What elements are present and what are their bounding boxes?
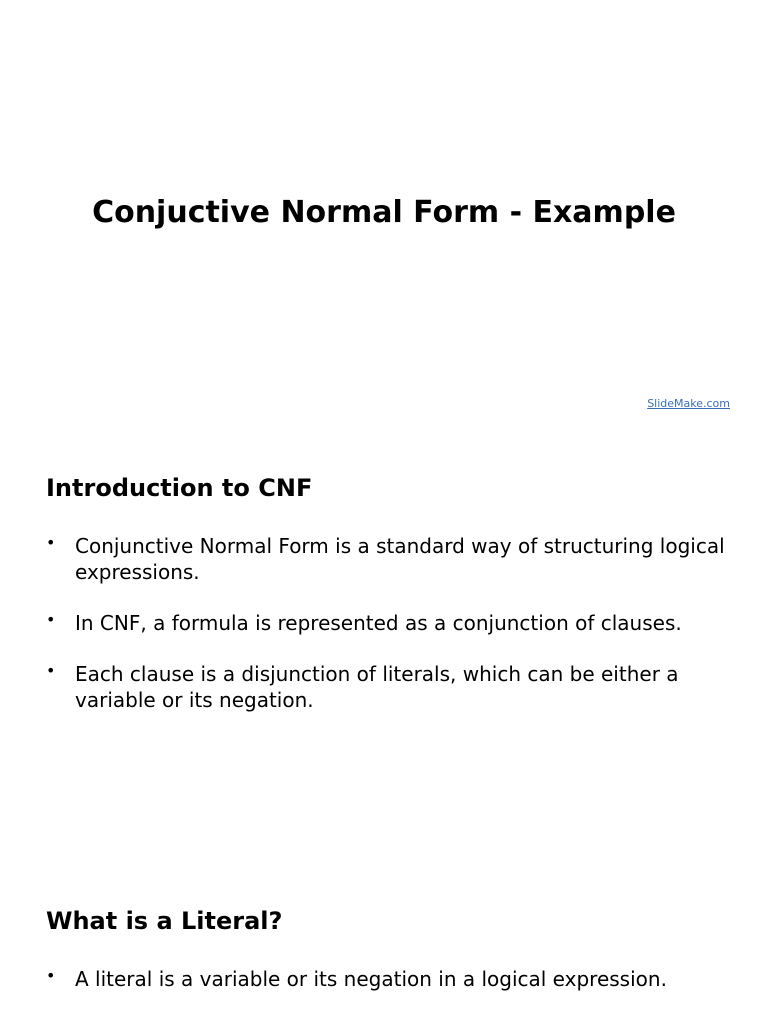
bullet-text: Conjunctive Normal Form is a standard way of structuring logical expressions.	[75, 534, 725, 584]
intro-bullet-list	[46, 533, 736, 738]
list-item	[46, 610, 736, 636]
section-heading-literal: What is a Literal?	[46, 907, 283, 935]
section-heading-intro: Introduction to CNF	[46, 474, 313, 502]
list-item	[46, 966, 736, 992]
list-item	[46, 661, 736, 713]
list-item	[46, 533, 736, 585]
bullet-icon: •	[46, 661, 56, 680]
bullet-icon: •	[46, 610, 56, 629]
bullet-text: A literal is a variable or its negation in a logical expression.	[75, 967, 667, 991]
bullet-text: In CNF, a formula is represented as a conjunction of clauses.	[75, 611, 682, 635]
bullet-icon: •	[46, 533, 56, 552]
literal-bullet-list	[46, 966, 736, 1017]
slide-title: Conjuctive Normal Form - Example	[92, 195, 676, 230]
bullet-icon: •	[46, 966, 56, 985]
bullet-text: Each clause is a disjunction of literals, which can be either a variable or its negation.	[75, 662, 679, 712]
slidemake-link[interactable]: SlideMake.com	[647, 397, 730, 410]
